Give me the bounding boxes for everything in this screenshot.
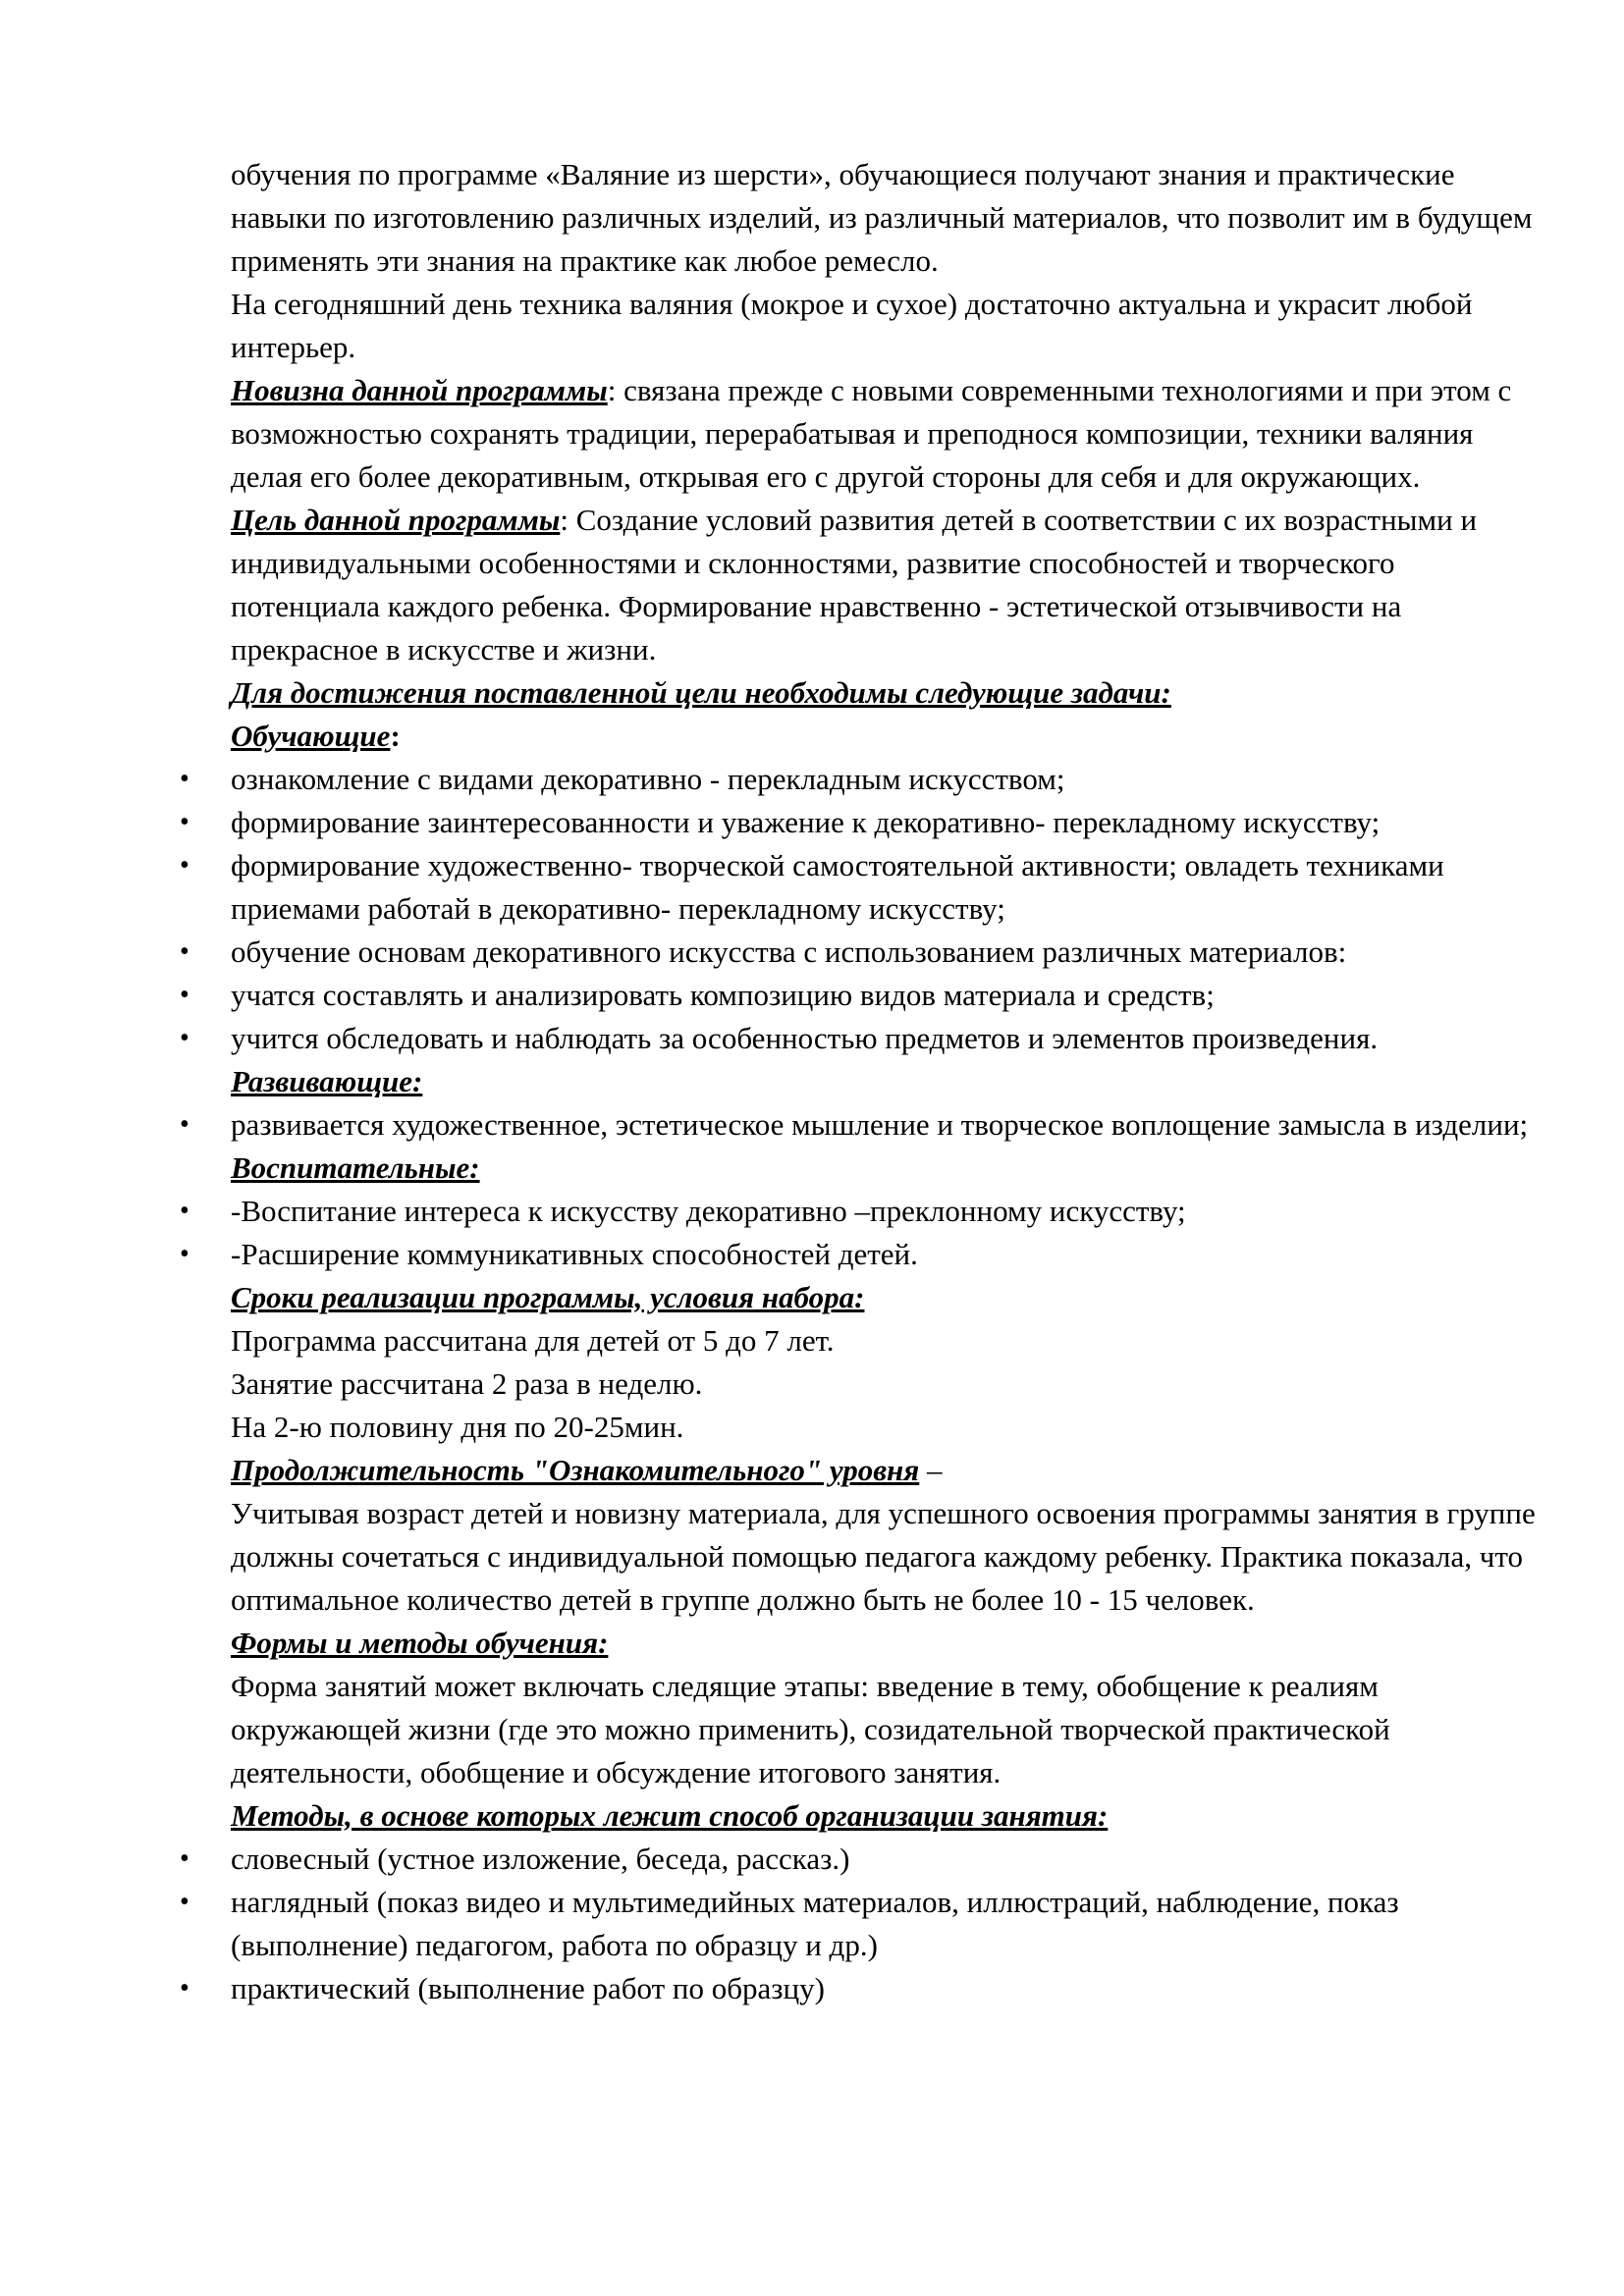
document-body [231, 153, 1546, 2010]
list-item: • учится обследовать и наблюдать за особенностью предметов и элементов произведения. [231, 1017, 1546, 1060]
duration-dash: – [919, 1453, 943, 1487]
terms-line: Занятие рассчитана 2 раза в неделю. [231, 1366, 703, 1401]
novelty-paragraph [231, 369, 1546, 499]
novelty-heading: Новизна данной программы [231, 373, 608, 407]
list-item: • обучение основам декоративного искусства с использованием различных материалов: [231, 931, 1546, 974]
teaching-heading-line [231, 715, 1546, 758]
list-item: • практический (выполнение работ по образцу) [231, 1967, 1546, 2010]
list-item: • словесный (устное изложение, беседа, рассказ.) [231, 1838, 1546, 1881]
methods-heading: Методы, в основе которых лежит способ организации занятия: [231, 1798, 1109, 1833]
list-item: • ознакомление с видами декоративно - перекладным искусством; [231, 758, 1546, 801]
list-item: • формирование художественно- творческой самостоятельной активности; овладеть техниками приемами работай в декоративно- перекладному искусству; [231, 844, 1546, 931]
developing-list [231, 1103, 1546, 1147]
goal-paragraph [231, 499, 1546, 671]
goal-heading: Цель данной программы [231, 503, 561, 537]
forms-heading: Формы и методы обучения: [231, 1626, 609, 1660]
developing-heading: Развивающие: [231, 1064, 423, 1098]
list-item: • -Расширение коммуникативных способностей детей. [231, 1233, 1546, 1276]
list-item: • -Воспитание интереса к искусству декоративно –преклонному искусству; [231, 1190, 1546, 1233]
relevance-paragraph: На сегодняшний день техника валяния (мокрое и сухое) достаточно актуальна и украсит любой интерьер. [231, 287, 1473, 364]
duration-heading-line [231, 1449, 1546, 1492]
terms-line: Программа рассчитана для детей от 5 до 7 лет. [231, 1323, 835, 1358]
teaching-colon: : [390, 719, 401, 753]
duration-heading: Продолжительность "Ознакомительного" уровня [231, 1453, 920, 1487]
educational-list [231, 1190, 1546, 1276]
duration-paragraph: Учитывая возраст детей и новизну материала, для успешного освоения программы занятия в группе должны сочетаться с индивидуальной помощью педагога каждому ребенку. Практика показала, что оптимальное количество детей в группе должно быть не более 10 - 15 человек. [231, 1496, 1536, 1617]
teaching-list [231, 758, 1546, 1060]
list-item: • наглядный (показ видео и мультимедийных материалов, иллюстраций, наблюдение, показ (выполнение) педагогом, работа по образцу и др.) [231, 1881, 1546, 1967]
educational-heading: Воспитательные: [231, 1150, 480, 1185]
methods-list [231, 1838, 1546, 2010]
forms-paragraph: Форма занятий может включать следящие этапы: введение в тему, обобщение к реалиям окружающей жизни (где это можно применить), созидательной творческой практической деятельности, обобщение и обсуждение итогового занятия. [231, 1669, 1390, 1789]
teaching-heading: Обучающие [231, 719, 391, 753]
intro-paragraph: обучения по программе «Валяние из шерсти», обучающиеся получают знания и практические навыки по изготовлению различных изделий, из различный материалов, что позволит им в будущем применять эти знания на практике как любое ремесло. [231, 157, 1533, 278]
list-item: • учатся составлять и анализировать композицию видов материала и средств; [231, 974, 1546, 1017]
goal-text: : Создание условий развития детей в соответствии с их возрастными и индивидуальными особенностями и склонностями, развитие способностей и творческого потенциала каждого ребенка. Формирование нравственно - эстетической отзывчивости на прекрасное в искусстве и жизни. [231, 503, 1478, 667]
novelty-text: : связана прежде с новыми современными технологиями и при этом с возможностью сохранять традиции, перерабатывая и преподнося композиции, техники валяния делая его более декоративным, открывая его с другой стороны для себя и для окружающих. [231, 373, 1512, 494]
list-item: • развивается художественное, эстетическое мышление и творческое воплощение замысла в изделии; [231, 1103, 1546, 1147]
terms-line: На 2-ю половину дня по 20-25мин. [231, 1410, 684, 1444]
terms-heading: Сроки реализации программы, условия набора: [231, 1280, 865, 1314]
tasks-heading: Для достижения поставленной цели необходимы следующие задачи: [231, 675, 1171, 710]
list-item: • формирование заинтересованности и уважение к декоративно- перекладному искусству; [231, 801, 1546, 844]
